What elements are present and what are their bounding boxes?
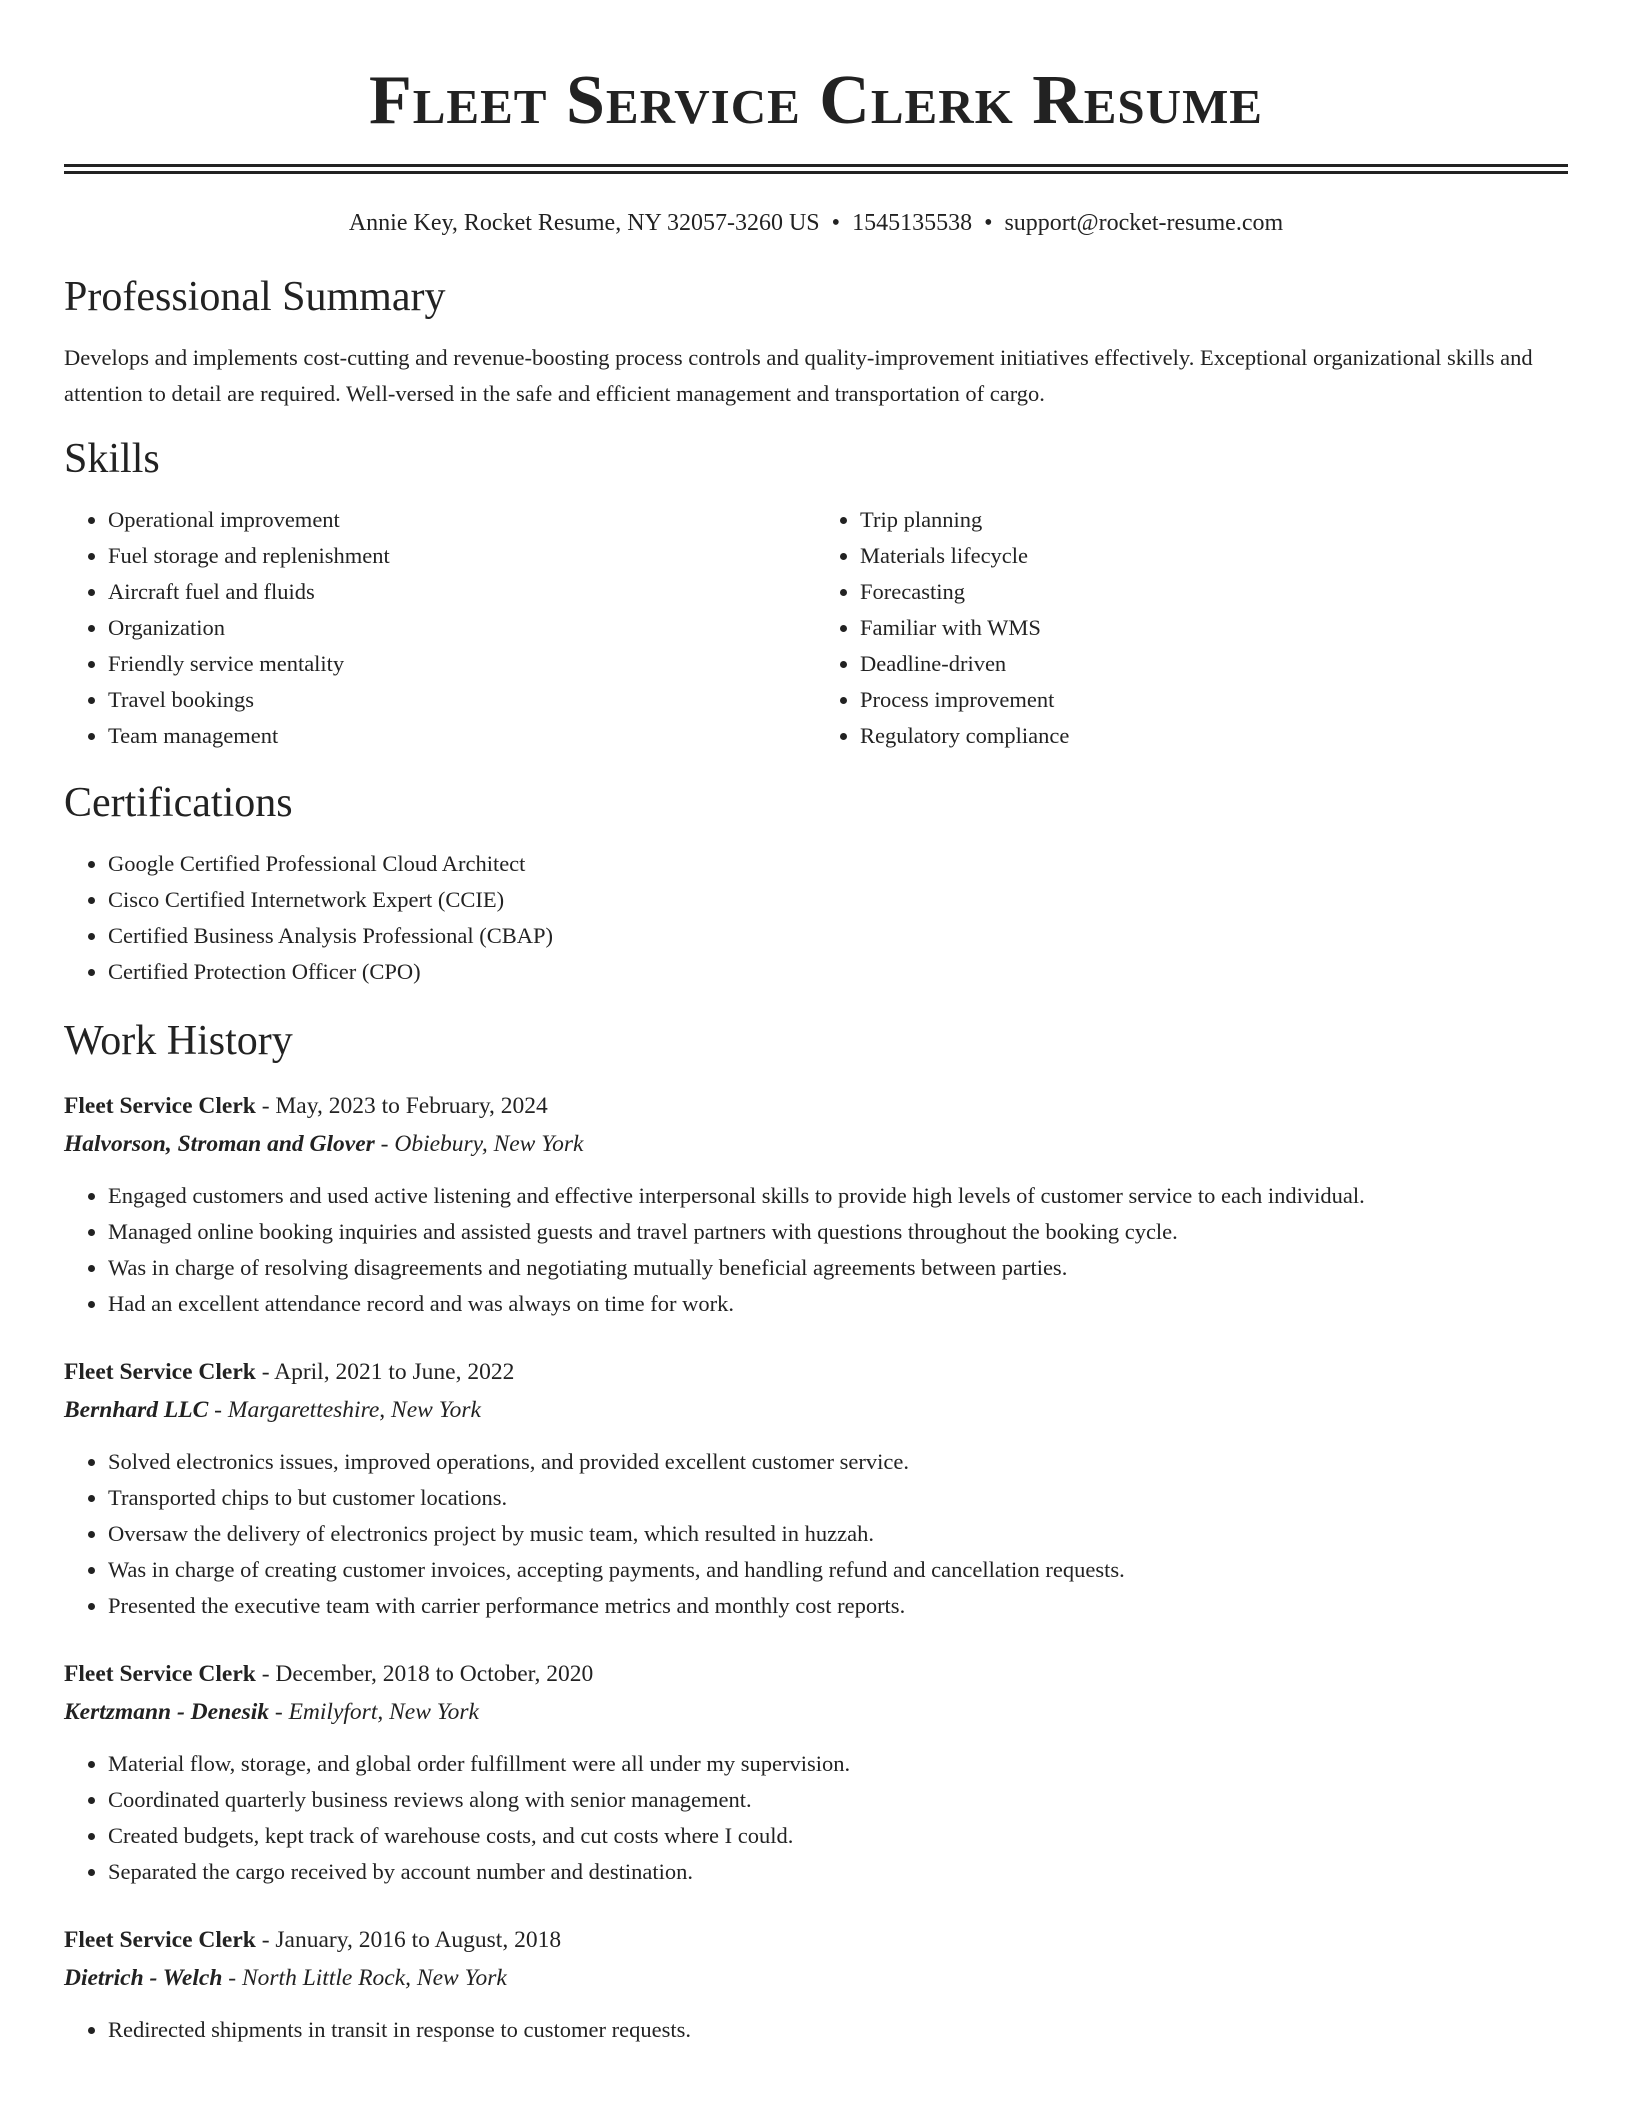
- contact-address: Annie Key, Rocket Resume, NY 32057-3260 US: [348, 210, 820, 236]
- dash: -: [208, 1397, 228, 1423]
- job-bullet: • Managed online booking inquiries and assisted guests and travel partners with questions throughout the booking cycle.: [108, 1214, 1568, 1250]
- skill-item: • Fuel storage and replenishment: [108, 538, 816, 574]
- job-bullet: • Separated the cargo received by account number and destination.: [108, 1854, 1568, 1890]
- dash: -: [255, 1359, 275, 1385]
- skill-item: • Materials lifecycle: [860, 538, 1568, 574]
- certification-item: • Certified Business Analysis Professional (CBAP): [108, 918, 1568, 954]
- job-title-line: [64, 1922, 1568, 1958]
- job-location: Emilyfort, New York: [288, 1699, 479, 1725]
- job-bullets: [64, 1178, 1568, 1322]
- job-bullet: • Created budgets, kept track of warehouse costs, and cut costs where I could.: [108, 1818, 1568, 1854]
- job-company-line: [64, 1124, 1568, 1164]
- job-company: Halvorson, Stroman and Glover: [64, 1131, 375, 1157]
- job-company: Dietrich - Welch: [64, 1965, 223, 1991]
- job-bullet: • Redirected shipments in transit in response to customer requests.: [108, 2012, 1568, 2048]
- skill-item: • Travel bookings: [108, 682, 816, 718]
- skill-item: • Forecasting: [860, 574, 1568, 610]
- dash: -: [269, 1699, 289, 1725]
- contact-separator: •: [984, 210, 993, 236]
- job-bullet: • Was in charge of resolving disagreements and negotiating mutually beneficial agreements between parties.: [108, 1250, 1568, 1286]
- contact-line: [64, 208, 1568, 238]
- job-title-line: [64, 1088, 1568, 1124]
- job-entry: [64, 1354, 1568, 1624]
- job-entry: [64, 1088, 1568, 1322]
- job-bullet: • Coordinated quarterly business reviews along with senior management.: [108, 1782, 1568, 1818]
- dash: -: [374, 1131, 395, 1157]
- certification-item: • Cisco Certified Internetwork Expert (CCIE): [108, 882, 1568, 918]
- job-company: Kertzmann - Denesik: [64, 1699, 269, 1725]
- skill-item: • Trip planning: [860, 502, 1568, 538]
- skills-list-left: [64, 502, 816, 754]
- job-dates: May, 2023 to February, 2024: [275, 1093, 548, 1119]
- contact-separator: •: [831, 210, 841, 236]
- contact-email: support@rocket-resume.com: [1004, 210, 1284, 236]
- job-bullets: [64, 1444, 1568, 1624]
- dash: -: [255, 1093, 276, 1119]
- certification-item: • Certified Protection Officer (CPO): [108, 954, 1568, 990]
- job-bullet: • Transported chips to but customer locations.: [108, 1480, 1568, 1516]
- page-title: Fleet Service Clerk Resume: [368, 62, 1263, 139]
- job-dates: April, 2021 to June, 2022: [274, 1359, 515, 1385]
- job-bullet: • Oversaw the delivery of electronics project by music team, which resulted in huzzah.: [108, 1516, 1568, 1552]
- dash: -: [222, 1965, 242, 1991]
- job-entry: [64, 1656, 1568, 1890]
- skill-item: • Organization: [108, 610, 816, 646]
- job-bullet: • Was in charge of creating customer invoices, accepting payments, and handling refund and cancellation requests.: [108, 1552, 1568, 1588]
- skill-item: • Friendly service mentality: [108, 646, 816, 682]
- skill-item: • Deadline-driven: [860, 646, 1568, 682]
- job-company-line: [64, 1958, 1568, 1998]
- job-location: Obiebury, New York: [394, 1131, 584, 1157]
- dash: -: [255, 1661, 276, 1687]
- job-bullet: • Material flow, storage, and global order fulfillment were all under my supervision.: [108, 1746, 1568, 1782]
- contact-phone: 1545135538: [852, 210, 973, 236]
- job-title: Fleet Service Clerk: [64, 1661, 256, 1687]
- job-dates: December, 2018 to October, 2020: [275, 1661, 594, 1687]
- skill-item: • Familiar with WMS: [860, 610, 1568, 646]
- skill-item: • Team management: [108, 718, 816, 754]
- section-heading-work-history: Work History: [64, 1018, 293, 1064]
- job-bullets: [64, 2012, 1568, 2048]
- job-title: Fleet Service Clerk: [64, 1093, 256, 1119]
- job-entry: [64, 1922, 1568, 2048]
- section-heading-summary: Professional Summary: [64, 274, 446, 320]
- job-dates: January, 2016 to August, 2018: [275, 1927, 562, 1953]
- job-bullet: • Presented the executive team with carrier performance metrics and monthly cost reports.: [108, 1588, 1568, 1624]
- skills-list-right: [816, 502, 1568, 754]
- dash: -: [255, 1927, 276, 1953]
- job-company-line: [64, 1692, 1568, 1732]
- certifications-list: [64, 846, 1568, 990]
- job-location: Margaretteshire, New York: [227, 1397, 481, 1423]
- skills-columns: [64, 502, 1568, 754]
- skill-item: • Regulatory compliance: [860, 718, 1568, 754]
- section-heading-skills: Skills: [64, 436, 160, 482]
- section-heading-certifications: Certifications: [64, 780, 293, 826]
- job-title: Fleet Service Clerk: [64, 1359, 256, 1385]
- job-bullets: [64, 1746, 1568, 1890]
- job-title-line: [64, 1656, 1568, 1692]
- job-company-line: [64, 1390, 1568, 1430]
- job-bullet: • Engaged customers and used active listening and effective interpersonal skills to provide high levels of customer service to each individual.: [108, 1178, 1568, 1214]
- skill-item: • Process improvement: [860, 682, 1568, 718]
- job-title: Fleet Service Clerk: [64, 1927, 256, 1953]
- job-location: North Little Rock, New York: [241, 1965, 507, 1991]
- job-title-line: [64, 1354, 1568, 1390]
- skill-item: • Operational improvement: [108, 502, 816, 538]
- job-company: Bernhard LLC: [64, 1397, 209, 1423]
- job-bullet: • Had an excellent attendance record and was always on time for work.: [108, 1286, 1568, 1322]
- job-bullet: • Solved electronics issues, improved operations, and provided excellent customer service.: [108, 1444, 1568, 1480]
- summary-text: Develops and implements cost-cutting and revenue-boosting process controls and quality-improvement initiatives effectively. Exceptional organizational skills and attention to detail are required. Well-versed in the safe and efficient management and transportation of cargo.: [64, 345, 1533, 406]
- skill-item: • Aircraft fuel and fluids: [108, 574, 816, 610]
- title-divider: [64, 164, 1568, 174]
- certification-item: • Google Certified Professional Cloud Architect: [108, 846, 1568, 882]
